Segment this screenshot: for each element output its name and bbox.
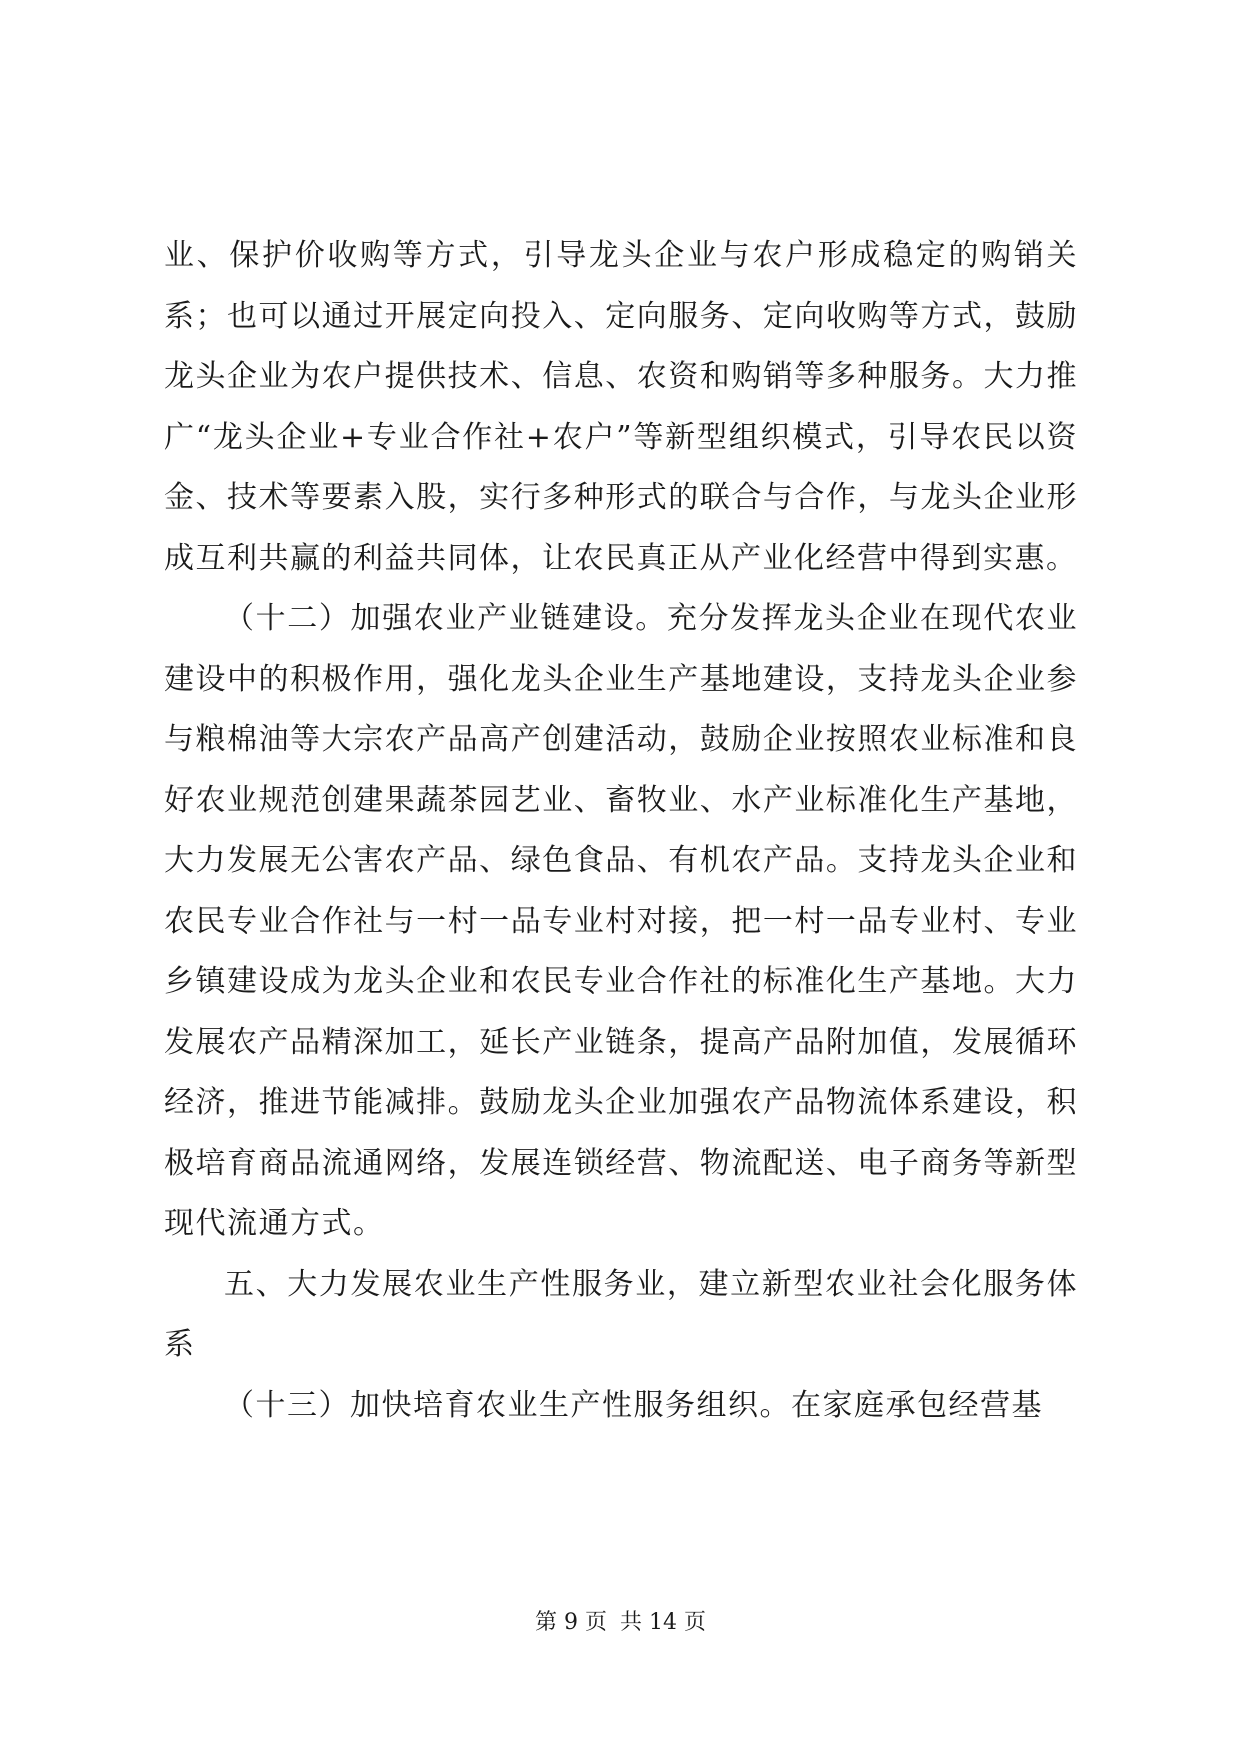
paragraph-section-13: （十三）加快培育农业生产性服务组织。在家庭承包经营基 (224, 1387, 1043, 1423)
document-body (164, 226, 1078, 1436)
paragraph-continuation: 业、保护价收购等方式，引导龙头企业与农户形成稳定的购销关系；也可以通过开展定向投入、定向服务、定向收购等方式，鼓励龙头企业为农户提供技术、信息、农资和购销等多种服务。大力推广“龙头企业+专业合作社+农户”等新型组织模式，引导农民以资金、技术等要素入股，实行多种形式的联合与合作，与龙头企业形成互利共赢的利益共同体，让农民真正从产业化经营中得到实惠。 (164, 238, 1078, 576)
heading-section-5: 五、大力发展农业生产性服务业，建立新型农业社会化服务体系 (164, 1266, 1078, 1362)
paragraph-section-12: （十二）加强农业产业链建设。充分发挥龙头企业在现代农业建设中的积极作用，强化龙头企业生产基地建设，支持龙头企业参与粮棉油等大宗农产品高产创建活动，鼓励企业按照农业标准和良好农业规范创建果蔬茶园艺业、畜牧业、水产业标准化生产基地，大力发展无公害农产品、绿色食品、有机农产品。支持龙头企业和农民专业合作社与一村一品专业村对接，把一村一品专业村、专业乡镇建设成为龙头企业和农民专业合作社的标准化生产基地。大力发展农产品精深加工，延长产业链条，提高产品附加值，发展循环经济，推进节能减排。鼓励龙头企业加强农产品物流体系建设，积极培育商品流通网络，发展连锁经营、物流配送、电子商务等新型现代流通方式。 (164, 601, 1078, 1241)
page-footer (0, 1608, 1241, 1638)
page-number: 第 9 页 (535, 1610, 607, 1635)
page-total: 共 14 页 (620, 1610, 706, 1635)
